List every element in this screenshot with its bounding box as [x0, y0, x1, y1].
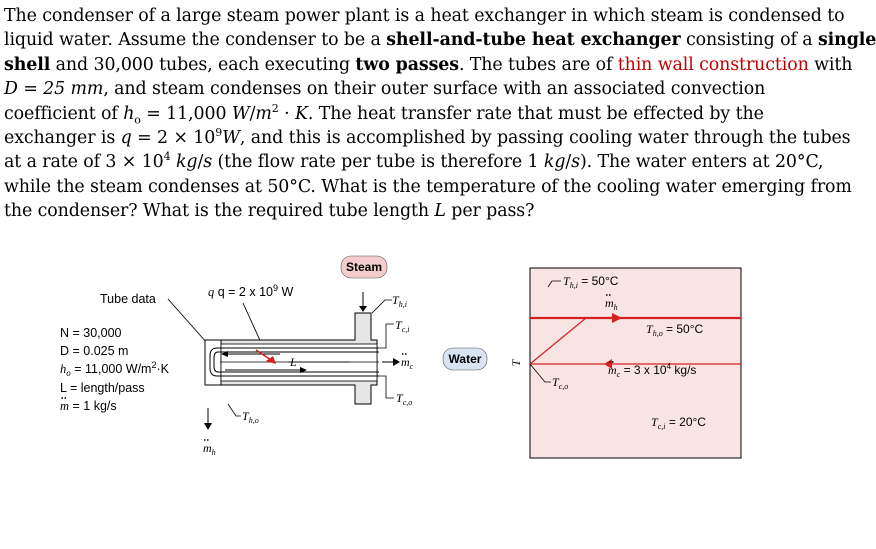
problem-text: m [255, 103, 272, 124]
problem-text: kg [543, 152, 566, 173]
q-label: q q = 2 x $10^9$ W [208, 283, 294, 299]
problem-text: two passes [355, 54, 459, 75]
th-o-leader [228, 404, 241, 416]
problem-text: · [278, 103, 295, 124]
water-label: Water [448, 352, 482, 366]
plot-mc-label: $m_c = 3$ x $10^4$ kg/s [608, 362, 697, 379]
problem-text: . The tubes are of [458, 54, 618, 75]
tube-data-h: $h_o = 11,000$ $W/m^2\cdot K$ [60, 360, 169, 378]
mh-label: $m_h$ [203, 441, 216, 457]
problem-text: thin wall construction [617, 54, 809, 75]
tc-i-label: $T_{c,i}$ [395, 318, 410, 334]
problem-text: the condenser? What is the required tube length [4, 201, 435, 222]
tc-i-leader [379, 324, 394, 348]
problem-text: , and steam condenses on their outer surface with an associated convection [103, 79, 766, 100]
plot-tco-label: $T_{c,o}$ [552, 375, 569, 391]
problem-line [4, 102, 846, 126]
problem-text: 2 [271, 101, 279, 115]
problem-text: (the flow rate per tube is therefore 1 [212, 152, 544, 173]
problem-text: q [120, 127, 132, 148]
th-i-leader [372, 300, 392, 313]
problem-text: s [203, 152, 213, 173]
coolant-inlet-arrowhead [393, 358, 400, 366]
problem-text: , and this is accomplished by passing cooling water through the tubes [239, 127, 851, 148]
problem-line [4, 28, 876, 52]
problem-text: . The heat transfer rate that must be effected by the [307, 103, 764, 124]
problem-text: consisting of a [680, 30, 818, 51]
problem-text: 9 [215, 126, 223, 140]
problem-text: with [808, 54, 853, 75]
problem-text: The condenser of a large steam power plant is a heat exchanger in which steam is condensed to [4, 6, 845, 26]
problem-text: s [571, 152, 580, 173]
tube-data-l: L = length/pass [60, 381, 145, 395]
problem-line [4, 175, 852, 199]
problem-line [4, 77, 846, 101]
problem-text: o [134, 113, 141, 127]
steam-outlet-arrowhead [204, 423, 212, 430]
problem-statement [4, 4, 876, 224]
problem-text: single [817, 30, 876, 51]
problem-text: 4 [163, 150, 171, 164]
problem-text: / [197, 152, 204, 173]
mc-label: $m_c$ [401, 355, 414, 371]
plot-mh-label: $m_h$ [605, 296, 618, 312]
problem-line [4, 199, 846, 223]
problem-text: liquid water. Assume the condenser to be a [4, 30, 387, 51]
problem-text: = 2 × 10 [131, 127, 216, 148]
plot-tci-label: $T_{c,i} = 20^\circ C$ [651, 415, 706, 431]
problem-text: W [222, 127, 240, 148]
problem-text: at a rate of 3 × 10 [4, 152, 164, 173]
th-i-label: $T_{h,i}$ [392, 293, 407, 309]
problem-line [4, 150, 846, 174]
temperature-axis-label: T [509, 359, 523, 367]
problem-text: exchanger is [4, 127, 121, 148]
problem-text: D = 25 mm [4, 79, 104, 100]
tube-data-m: m = 1 kg/s [60, 399, 117, 413]
problem-text: = 11,000 [140, 103, 232, 124]
problem-text: ). The water enters at 20°C, [579, 152, 824, 173]
heat-exchanger-figure [0, 240, 849, 549]
tube-data-d: D = 0.025 m [60, 344, 129, 358]
problem-line [4, 53, 853, 77]
problem-text: coefficient of [4, 103, 124, 124]
problem-text: kg [175, 152, 198, 173]
steam-label: Steam [345, 260, 383, 274]
tube-data-leader [168, 299, 207, 343]
problem-text: while the steam condenses at 50°C. What is the temperature of the cooling water emerging from [4, 176, 852, 197]
tube-data-list [60, 326, 170, 413]
problem-text: K [294, 103, 308, 124]
tc-o-leader [379, 376, 394, 398]
problem-text: shell [4, 54, 51, 75]
steam-inlet-arrowhead [359, 306, 367, 312]
tube-data-label: Tube data [100, 292, 156, 306]
problem-text: per pass? [445, 201, 535, 222]
problem-text: and 30,000 tubes, each executing [50, 54, 356, 75]
problem-line [4, 4, 846, 28]
problem-text: h [123, 103, 135, 124]
th-o-label: $T_{h,o}$ [242, 409, 259, 425]
plot-thi-label: $T_{h,i} = 50^\circ C$ [563, 274, 619, 290]
problem-text: L [434, 201, 446, 222]
plot-tho-label: $T_{h,o} = 50^\circ C$ [646, 322, 704, 338]
problem-line [4, 126, 851, 150]
problem-text: W [231, 103, 250, 124]
problem-text: shell-and-tube heat exchanger [386, 30, 681, 51]
tube-data-n: N = 30,000 [60, 326, 122, 340]
problem-text: / [249, 103, 256, 124]
problem-text: / [565, 152, 572, 173]
length-label: L [290, 355, 297, 369]
tc-o-label: $T_{c,o}$ [396, 391, 413, 407]
